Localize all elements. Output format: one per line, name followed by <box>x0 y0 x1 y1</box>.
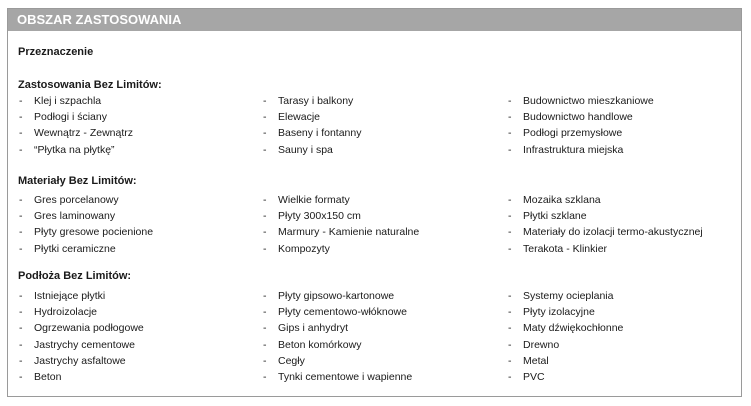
applications-list-col1 <box>18 93 133 158</box>
list-item: - Infrastruktura miejska <box>507 142 654 158</box>
list-item: - Drewno <box>507 337 623 353</box>
list-item: - Tynki cementowe i wapienne <box>262 369 412 385</box>
list-item: - Cegły <box>262 353 412 369</box>
list-item: - Wielkie formaty <box>262 192 419 208</box>
panel-header: OBSZAR ZASTOSOWANIA <box>8 9 741 31</box>
list-item: - Płyty cementowo-włóknowe <box>262 304 412 320</box>
list-item: - Płytki ceramiczne <box>18 241 153 257</box>
materials-list-col1 <box>18 192 153 257</box>
list-item: - Jastrychy asfaltowe <box>18 353 144 369</box>
list-item: - Mozaika szklana <box>507 192 703 208</box>
list-item: - Elewacje <box>262 109 361 125</box>
list-item: - Metal <box>507 353 623 369</box>
list-item: - Istniejące płytki <box>18 288 144 304</box>
materials-list-col3 <box>507 192 703 257</box>
list-item: - Płyty gresowe pocienione <box>18 224 153 240</box>
list-item: - Podłogi i ściany <box>18 109 133 125</box>
list-item: - PVC <box>507 369 623 385</box>
materials-list-col2 <box>262 192 419 257</box>
section-title-applications: Zastosowania Bez Limitów: <box>18 79 162 91</box>
substrates-list-col2 <box>262 288 412 385</box>
list-item: - Gres laminowany <box>18 208 153 224</box>
section-title-materials: Materiały Bez Limitów: <box>18 175 137 187</box>
list-item: - “Płytka na płytkę” <box>18 142 133 158</box>
list-item: - Podłogi przemysłowe <box>507 125 654 141</box>
substrates-list-col1 <box>18 288 144 385</box>
list-item: - Płytki szklane <box>507 208 703 224</box>
list-item: - Płyty gipsowo-kartonowe <box>262 288 412 304</box>
list-item: - Gres porcelanowy <box>18 192 153 208</box>
list-item: - Ogrzewania podłogowe <box>18 320 144 336</box>
list-item: - Budownictwo handlowe <box>507 109 654 125</box>
list-item: - Tarasy i balkony <box>262 93 361 109</box>
substrates-list-col3 <box>507 288 623 385</box>
list-item: - Budownictwo mieszkaniowe <box>507 93 654 109</box>
list-item: - Wewnątrz - Zewnątrz <box>18 125 133 141</box>
list-item: - Kompozyty <box>262 241 419 257</box>
list-item: - Sauny i spa <box>262 142 361 158</box>
application-area-panel <box>7 8 742 397</box>
applications-list-col2 <box>262 93 361 158</box>
section-title-substrates: Podłoża Bez Limitów: <box>18 270 132 282</box>
list-item: - Beton komórkowy <box>262 337 412 353</box>
list-item: - Systemy ocieplania <box>507 288 623 304</box>
list-item: - Płyty izolacyjne <box>507 304 623 320</box>
list-item: - Terakota - Klinkier <box>507 241 703 257</box>
list-item: - Gips i anhydryt <box>262 320 412 336</box>
list-item: - Jastrychy cementowe <box>18 337 144 353</box>
list-item: - Hydroizolacje <box>18 304 144 320</box>
list-item: - Maty dźwiękochłonne <box>507 320 623 336</box>
applications-list-col3 <box>507 93 654 158</box>
purpose-label: Przeznaczenie <box>18 46 94 58</box>
list-item: - Baseny i fontanny <box>262 125 361 141</box>
list-item: - Beton <box>18 369 144 385</box>
list-item: - Klej i szpachla <box>18 93 133 109</box>
list-item: - Marmury - Kamienie naturalne <box>262 224 419 240</box>
list-item: - Płyty 300x150 cm <box>262 208 419 224</box>
list-item: - Materiały do izolacji termo-akustycznej <box>507 224 703 240</box>
